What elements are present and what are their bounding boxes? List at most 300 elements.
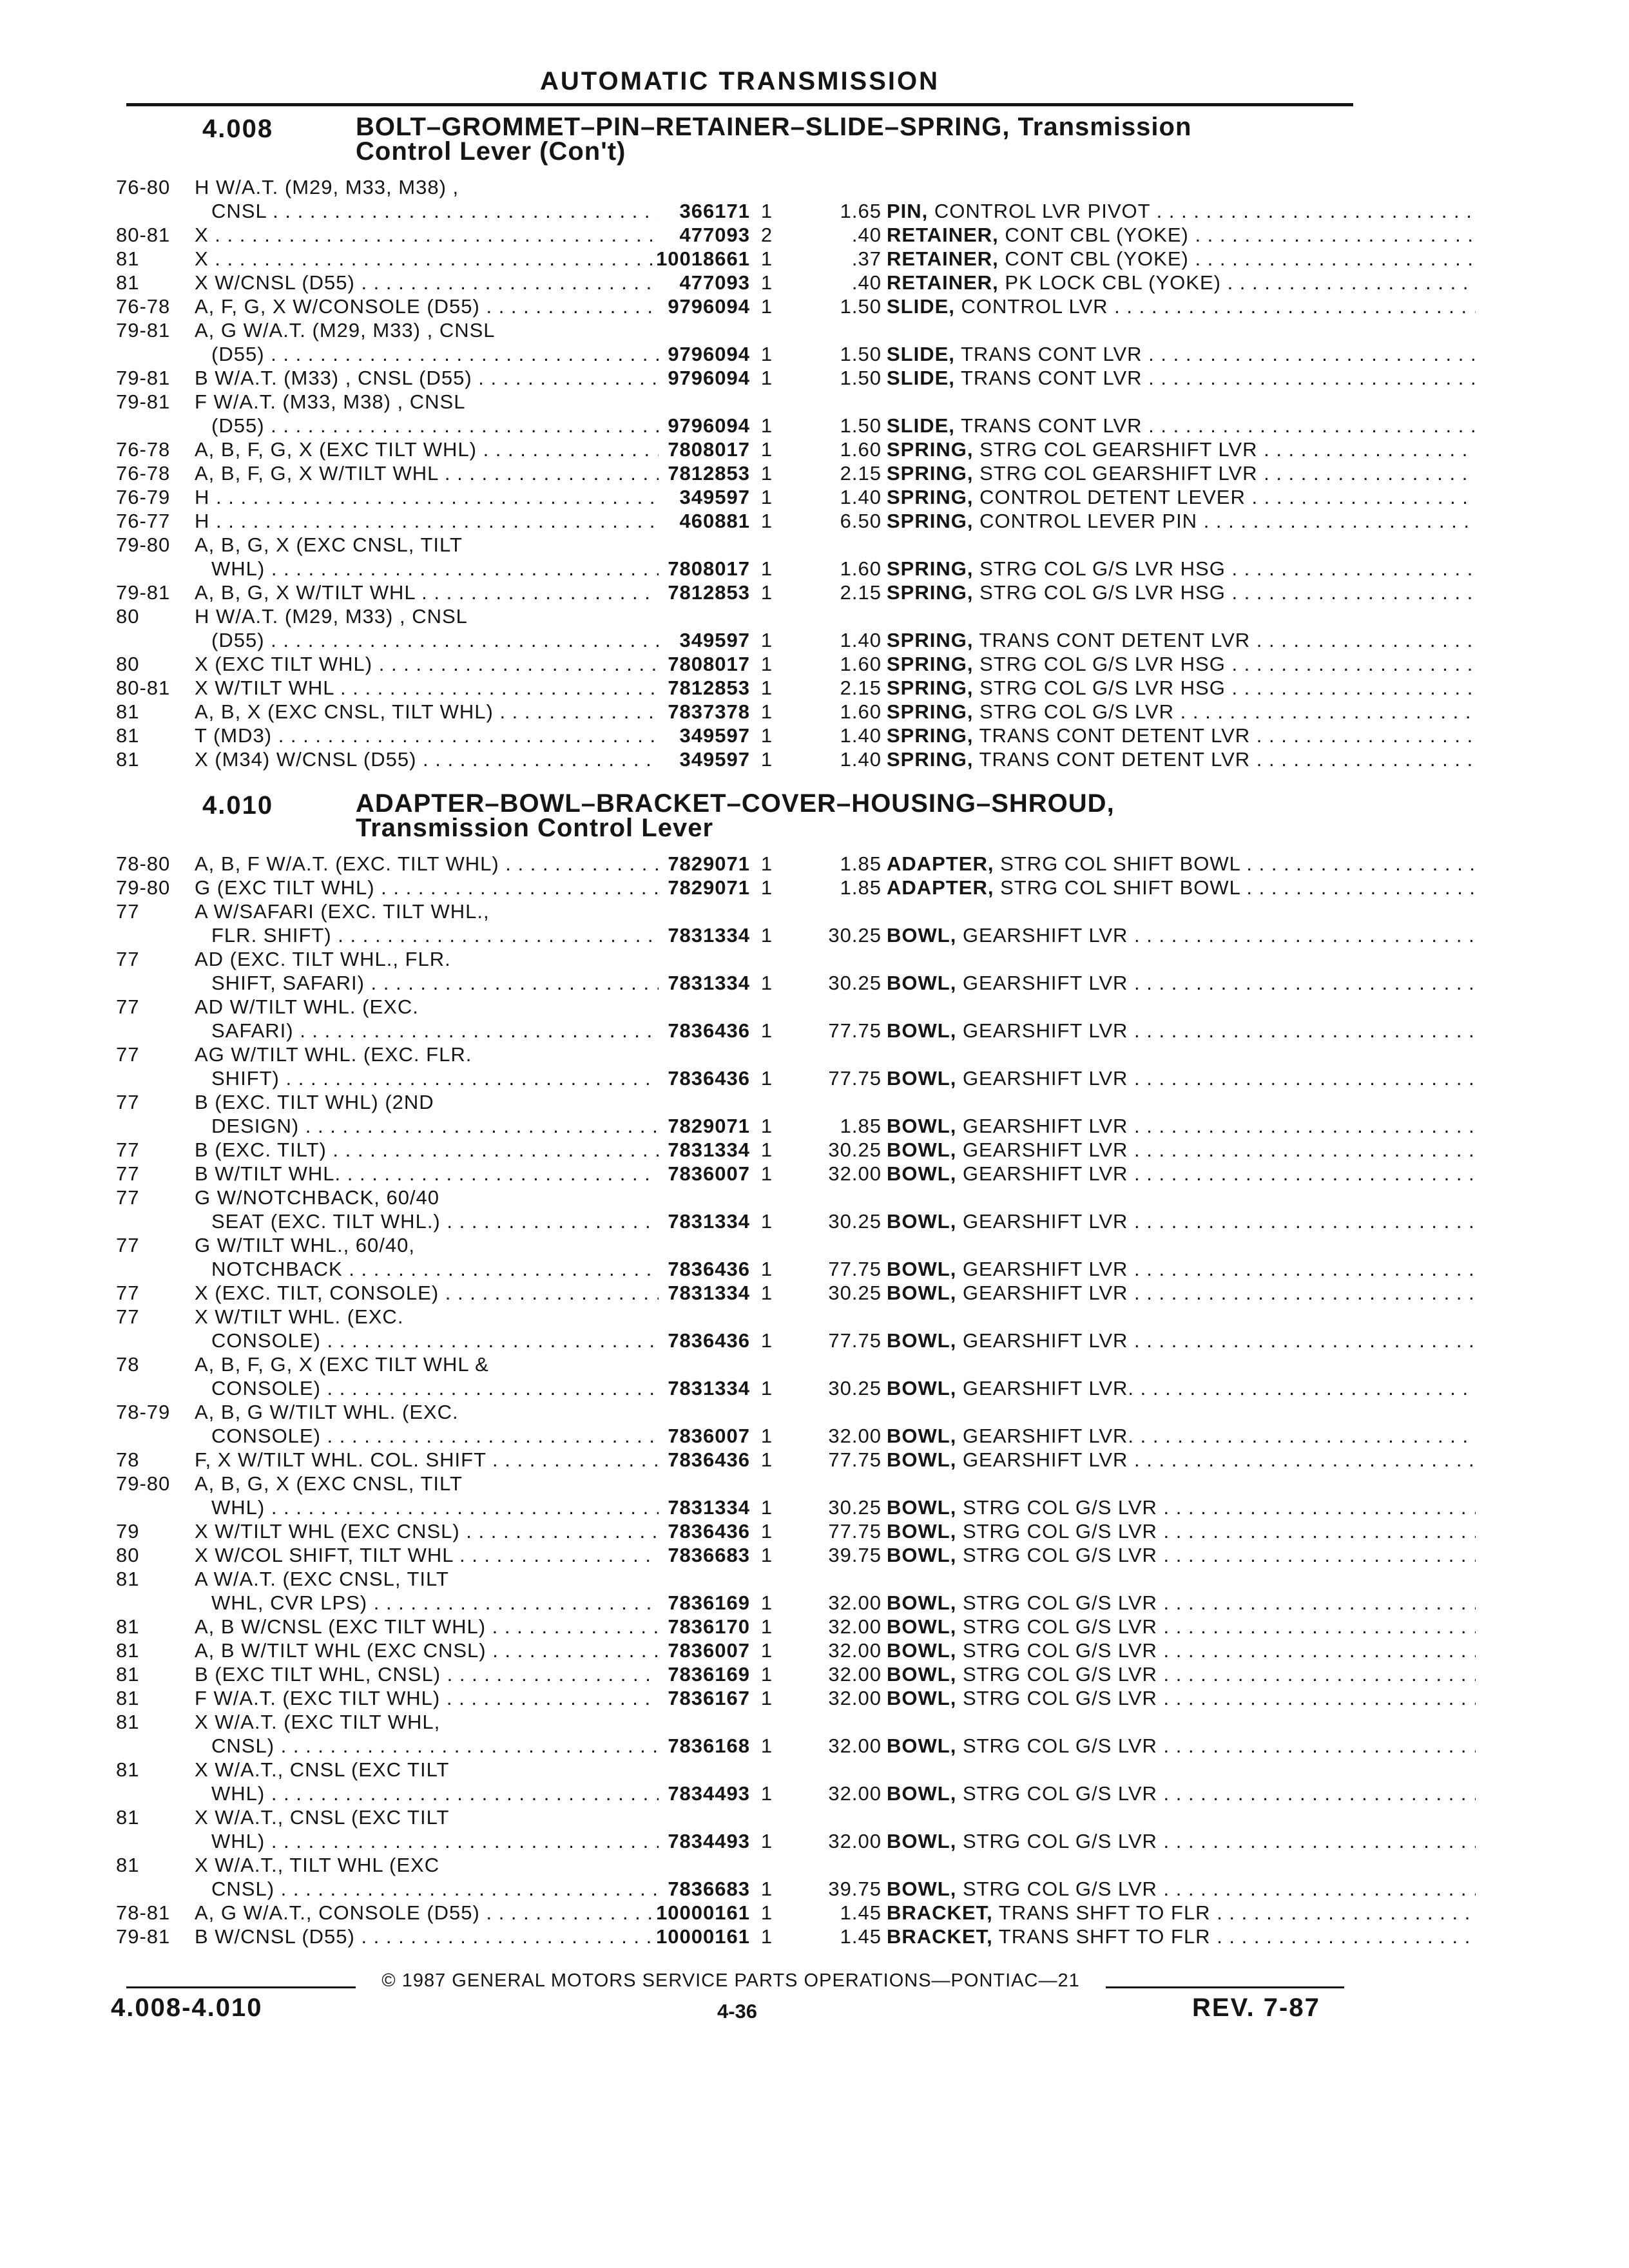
part-number: 10000161 <box>656 1901 750 1924</box>
parts-list <box>116 852 1340 1948</box>
part-number: 7808017 <box>668 438 750 461</box>
part-description <box>887 414 1476 437</box>
part-description <box>887 1782 1476 1805</box>
part-description <box>887 1281 1476 1305</box>
application-line: X (EXC TILT WHL) . . . <box>195 652 659 676</box>
application <box>195 995 659 1043</box>
application-line: X . . . <box>195 223 659 247</box>
application-line: (D55) . . . <box>195 628 659 652</box>
model-year: 80 <box>116 653 140 675</box>
model-year: 81 <box>116 1758 140 1781</box>
application <box>195 1853 659 1901</box>
part-name: BOWL, <box>887 1115 957 1137</box>
quantity: 1 <box>760 295 773 318</box>
part-detail: GEARSHIFT LVR. . . . <box>963 1425 1476 1447</box>
application <box>195 1543 659 1567</box>
application-line: AD W/TILT WHL. (EXC. <box>195 995 419 1018</box>
quantity: 1 <box>760 1925 773 1948</box>
application-line: SEAT (EXC. TILT WHL.) . . . <box>195 1209 659 1233</box>
part-row <box>116 852 1340 876</box>
model-year: 79-81 <box>116 581 171 604</box>
part-name: BOWL, <box>887 1687 957 1709</box>
part-number: 7831334 <box>668 972 750 994</box>
part-name: SPRING, <box>887 462 974 485</box>
application <box>195 676 659 700</box>
part-detail: STRG COL G/S LVR . . . <box>963 1878 1476 1900</box>
part-name: PIN, <box>887 200 929 222</box>
part-name: BOWL, <box>887 1782 957 1805</box>
quantity: 1 <box>760 1210 773 1233</box>
part-description <box>887 971 1476 995</box>
part-detail: GEARSHIFT LVR . . . <box>963 1162 1476 1185</box>
part-name: BRACKET, <box>887 1901 993 1924</box>
quantity: 1 <box>760 1830 773 1852</box>
application-line: A, B, F W/A.T. (EXC. TILT WHL) . . . <box>195 852 659 876</box>
part-row <box>116 1519 1340 1543</box>
part-detail: GEARSHIFT LVR . . . <box>963 1019 1476 1042</box>
application-line: F, X W/TILT WHL. COL. SHIFT . . . <box>195 1448 659 1472</box>
quantity: 1 <box>760 510 773 532</box>
part-number: 349597 <box>679 748 750 771</box>
part-detail: STRG COL G/S LVR . . . <box>963 1520 1476 1542</box>
part-detail: STRG COL SHIFT BOWL . . . <box>1000 852 1476 875</box>
price: 1.85 <box>840 876 882 899</box>
quantity: 1 <box>760 677 773 699</box>
application-line: X W/TILT WHL . . . <box>195 676 659 700</box>
price: 32.00 <box>828 1663 882 1686</box>
part-description <box>887 700 1476 724</box>
application <box>195 1138 659 1162</box>
part-row <box>116 1233 1340 1281</box>
quantity: 1 <box>760 1377 773 1399</box>
price: 77.75 <box>828 1067 882 1090</box>
application <box>195 390 659 437</box>
application-line: WHL) . . . <box>195 1495 659 1519</box>
quantity: 1 <box>760 1878 773 1900</box>
price: 39.75 <box>828 1544 882 1566</box>
model-year: 81 <box>116 247 140 270</box>
part-row <box>116 995 1340 1043</box>
price: 1.50 <box>840 295 882 318</box>
part-number: 7836683 <box>668 1878 750 1900</box>
part-number: 7836436 <box>668 1258 750 1280</box>
part-name: SLIDE, <box>887 414 955 437</box>
part-name: BOWL, <box>887 1425 957 1447</box>
part-row <box>116 1400 1340 1448</box>
part-number: 9796094 <box>668 414 750 437</box>
application <box>195 461 659 485</box>
model-year: 79-81 <box>116 1925 171 1948</box>
application-line: DESIGN) . . . <box>195 1114 659 1138</box>
application-line: B (EXC. TILT) . . . <box>195 1138 659 1162</box>
application-line: A, B, G, X W/TILT WHL . . . <box>195 581 659 604</box>
part-description <box>887 1901 1476 1925</box>
part-name: BOWL, <box>887 1282 957 1304</box>
part-description <box>887 1662 1476 1686</box>
application-line: CNSL) . . . <box>195 1877 659 1901</box>
quantity: 1 <box>760 852 773 875</box>
price: 30.25 <box>828 1210 882 1233</box>
part-name: BOWL, <box>887 1329 957 1352</box>
application <box>195 1925 659 1948</box>
part-row <box>116 437 1340 461</box>
price: .37 <box>851 247 882 270</box>
part-detail: STRG COL GEARSHIFT LVR . . . <box>979 462 1476 485</box>
part-description <box>887 1877 1476 1901</box>
part-row <box>116 652 1340 676</box>
quantity: 1 <box>760 1162 773 1185</box>
part-description <box>887 1829 1476 1853</box>
application-line: A, F, G, X W/CONSOLE (D55) . . . <box>195 294 659 318</box>
price: 77.75 <box>828 1258 882 1280</box>
application <box>195 175 659 223</box>
part-detail: STRG COL G/S LVR . . . <box>963 1544 1476 1566</box>
part-detail: GEARSHIFT LVR . . . <box>963 1282 1476 1304</box>
model-year: 81 <box>116 1663 140 1686</box>
part-description <box>887 1448 1476 1472</box>
part-name: BOWL, <box>887 1544 957 1566</box>
part-description <box>887 1639 1476 1662</box>
quantity: 1 <box>760 1520 773 1542</box>
section-title-line: Control Lever (Con't) <box>356 137 626 166</box>
price: 32.00 <box>828 1615 882 1638</box>
price: 2.15 <box>840 462 882 485</box>
part-number: 7812853 <box>668 581 750 604</box>
quantity: 1 <box>760 247 773 270</box>
price: 30.25 <box>828 1496 882 1519</box>
application <box>195 1686 659 1710</box>
part-description <box>887 724 1476 747</box>
quantity: 1 <box>760 557 773 580</box>
quantity: 1 <box>760 653 773 675</box>
part-detail: STRG COL G/S LVR HSG . . . <box>979 677 1476 699</box>
part-detail: CONT CBL (YOKE) . . . <box>1005 224 1476 246</box>
part-name: SPRING, <box>887 438 974 461</box>
part-description <box>887 652 1476 676</box>
part-row <box>116 1567 1340 1615</box>
application-line: A, B W/TILT WHL (EXC CNSL) . . . <box>195 1639 659 1662</box>
application-line: WHL) . . . <box>195 1829 659 1853</box>
part-row <box>116 604 1340 652</box>
part-number: 7836436 <box>668 1067 750 1090</box>
part-row <box>116 1543 1340 1567</box>
application-line: AG W/TILT WHL. (EXC. FLR. <box>195 1043 472 1066</box>
model-year: 79 <box>116 1520 140 1542</box>
part-number: 7831334 <box>668 1496 750 1519</box>
model-year: 81 <box>116 1711 140 1733</box>
application <box>195 509 659 533</box>
model-year: 77 <box>116 948 140 970</box>
part-description <box>887 628 1476 652</box>
application <box>195 700 659 724</box>
part-name: SLIDE, <box>887 295 955 318</box>
model-year: 77 <box>116 1234 140 1256</box>
part-row <box>116 1281 1340 1305</box>
part-row <box>116 1901 1340 1925</box>
part-description <box>887 676 1476 700</box>
price: 32.00 <box>828 1782 882 1805</box>
application-line: X . . . <box>195 247 659 271</box>
footer-page-number: 4-36 <box>717 2000 758 2023</box>
application-line: X W/A.T., CNSL (EXC TILT <box>195 1758 450 1781</box>
part-row <box>116 366 1340 390</box>
part-row <box>116 1186 1340 1233</box>
part-description <box>887 1138 1476 1162</box>
part-description <box>887 1066 1476 1090</box>
price: 1.45 <box>840 1901 882 1924</box>
part-row <box>116 271 1340 294</box>
application <box>195 1805 659 1853</box>
application-line: X W/A.T., CNSL (EXC TILT <box>195 1806 450 1829</box>
part-detail: STRG COL G/S LVR HSG . . . <box>979 653 1476 675</box>
application-line: FLR. SHIFT) . . . <box>195 923 659 947</box>
part-description <box>887 1162 1476 1186</box>
model-year: 79-81 <box>116 390 171 413</box>
part-name: BOWL, <box>887 1496 957 1519</box>
quantity: 1 <box>760 1139 773 1161</box>
application <box>195 247 659 271</box>
footer-rule <box>1106 1986 1344 1988</box>
price: 32.00 <box>828 1830 882 1852</box>
application-line: CNSL . . . <box>195 199 659 223</box>
part-name: BOWL, <box>887 924 957 947</box>
part-name: BOWL, <box>887 1639 957 1662</box>
model-year: 81 <box>116 748 140 771</box>
price: 1.40 <box>840 724 882 747</box>
application-line: X W/CNSL (D55) . . . <box>195 271 659 294</box>
part-name: BOWL, <box>887 1663 957 1686</box>
part-detail: TRANS CONT DETENT LVR . . . <box>979 629 1476 651</box>
part-detail: STRG COL G/S LVR . . . <box>963 1591 1476 1614</box>
part-name: SPRING, <box>887 724 974 747</box>
application-line: AD (EXC. TILT WHL., FLR. <box>195 948 451 970</box>
part-row <box>116 1639 1340 1662</box>
part-number: 7836170 <box>668 1615 750 1638</box>
part-detail: STRG COL G/S LVR . . . <box>979 700 1476 723</box>
price: 32.00 <box>828 1162 882 1185</box>
part-number: 10000161 <box>656 1925 750 1948</box>
application <box>195 1639 659 1662</box>
application <box>195 899 659 947</box>
part-name: SPRING, <box>887 581 974 604</box>
model-year: 81 <box>116 1806 140 1829</box>
part-number: 10018661 <box>656 247 750 270</box>
application <box>195 1472 659 1519</box>
application-line: A, B, X (EXC CNSL, TILT WHL) . . . <box>195 700 659 724</box>
part-name: RETAINER, <box>887 271 999 294</box>
part-description <box>887 271 1476 294</box>
part-name: SPRING, <box>887 510 974 532</box>
part-name: SPRING, <box>887 748 974 771</box>
part-description <box>887 1925 1476 1948</box>
quantity: 1 <box>760 1329 773 1352</box>
part-detail: TRANS CONT LVR . . . <box>961 414 1476 437</box>
part-row <box>116 533 1340 581</box>
part-name: ADAPTER, <box>887 876 994 899</box>
quantity: 1 <box>760 700 773 723</box>
part-row <box>116 509 1340 533</box>
part-description <box>887 461 1476 485</box>
model-year: 80 <box>116 1544 140 1566</box>
application <box>195 581 659 604</box>
part-detail: GEARSHIFT LVR . . . <box>963 1210 1476 1233</box>
quantity: 1 <box>760 1258 773 1280</box>
part-row <box>116 1758 1340 1805</box>
application-line: X W/COL SHIFT, TILT WHL . . . <box>195 1543 659 1567</box>
part-name: SLIDE, <box>887 343 955 365</box>
part-number: 7831334 <box>668 1282 750 1304</box>
part-row <box>116 1043 1340 1090</box>
application-line: CONSOLE) . . . <box>195 1329 659 1352</box>
part-name: BOWL, <box>887 972 957 994</box>
part-description <box>887 1019 1476 1043</box>
quantity: 1 <box>760 414 773 437</box>
application <box>195 1281 659 1305</box>
part-row <box>116 1472 1340 1519</box>
application-line: A, G W/A.T. (M29, M33) , CNSL <box>195 319 496 341</box>
part-number: 7812853 <box>668 677 750 699</box>
price: 1.60 <box>840 653 882 675</box>
model-year: 76-77 <box>116 510 171 532</box>
part-number: 7836168 <box>668 1735 750 1757</box>
price: 77.75 <box>828 1019 882 1042</box>
part-description <box>887 1543 1476 1567</box>
part-number: 366171 <box>679 200 750 222</box>
part-number: 477093 <box>679 224 750 246</box>
part-description <box>887 223 1476 247</box>
section-number: 4.008 <box>202 115 274 143</box>
application-line: CNSL) . . . <box>195 1734 659 1758</box>
quantity: 1 <box>760 1782 773 1805</box>
part-detail: STRG COL SHIFT BOWL . . . <box>1000 876 1476 899</box>
part-number: 7836436 <box>668 1329 750 1352</box>
part-number: 7836683 <box>668 1544 750 1566</box>
application <box>195 366 659 390</box>
part-description <box>887 437 1476 461</box>
quantity: 1 <box>760 200 773 222</box>
model-year: 79-81 <box>116 319 171 341</box>
price: 1.40 <box>840 748 882 771</box>
quantity: 1 <box>760 1544 773 1566</box>
part-row <box>116 485 1340 509</box>
part-name: SPRING, <box>887 486 974 508</box>
quantity: 1 <box>760 724 773 747</box>
part-detail: GEARSHIFT LVR . . . <box>963 1258 1476 1280</box>
quantity: 1 <box>760 1115 773 1137</box>
application-line: A W/SAFARI (EXC. TILT WHL., <box>195 900 490 923</box>
part-detail: GEARSHIFT LVR. . . . <box>963 1377 1476 1399</box>
quantity: 1 <box>760 1687 773 1709</box>
part-detail: STRG COL GEARSHIFT LVR . . . <box>979 438 1476 461</box>
price: 32.00 <box>828 1687 882 1709</box>
application-line: A, B, F, G, X W/TILT WHL . . . <box>195 461 659 485</box>
application-line: B (EXC. TILT WHL) (2ND <box>195 1091 434 1113</box>
model-year: 78-80 <box>116 852 171 875</box>
part-description <box>887 1615 1476 1639</box>
part-description <box>887 1519 1476 1543</box>
part-name: BRACKET, <box>887 1925 993 1948</box>
price: 1.60 <box>840 700 882 723</box>
model-year: 76-78 <box>116 462 171 485</box>
part-name: SLIDE, <box>887 367 955 389</box>
section-title-line: BOLT–GROMMET–PIN–RETAINER–SLIDE–SPRING, Transmission <box>356 113 1192 141</box>
part-description <box>887 1734 1476 1758</box>
part-number: 7829071 <box>668 876 750 899</box>
part-detail: STRG COL G/S LVR . . . <box>963 1687 1476 1709</box>
price: 39.75 <box>828 1878 882 1900</box>
part-number: 7836436 <box>668 1520 750 1542</box>
price: 1.65 <box>840 200 882 222</box>
application <box>195 652 659 676</box>
application <box>195 533 659 581</box>
part-number: 9796094 <box>668 343 750 365</box>
part-detail: TRANS SHFT TO FLR . . . <box>999 1925 1476 1948</box>
model-year: 78 <box>116 1448 140 1471</box>
part-row <box>116 1662 1340 1686</box>
application-line: A, B, G W/TILT WHL. (EXC. <box>195 1401 459 1423</box>
application-line: A, B, G, X (EXC CNSL, TILT <box>195 1472 463 1495</box>
quantity: 1 <box>760 1639 773 1662</box>
model-year: 79-80 <box>116 533 171 556</box>
quantity: 1 <box>760 367 773 389</box>
part-name: BOWL, <box>887 1878 957 1900</box>
part-name: ADAPTER, <box>887 852 994 875</box>
application <box>195 947 659 995</box>
quantity: 1 <box>760 1425 773 1447</box>
price: 30.25 <box>828 972 882 994</box>
model-year: 79-80 <box>116 876 171 899</box>
part-number: 349597 <box>679 486 750 508</box>
quantity: 2 <box>760 224 773 246</box>
part-number: 7836007 <box>668 1162 750 1185</box>
part-number: 7829071 <box>668 1115 750 1137</box>
part-row <box>116 1925 1340 1948</box>
part-name: BOWL, <box>887 1210 957 1233</box>
part-number: 7808017 <box>668 557 750 580</box>
part-description <box>887 199 1476 223</box>
model-year: 78 <box>116 1353 140 1376</box>
part-detail: CONTROL LVR . . . <box>961 295 1476 318</box>
part-detail: GEARSHIFT LVR . . . <box>963 1139 1476 1161</box>
price: 1.50 <box>840 414 882 437</box>
part-row <box>116 724 1340 747</box>
part-description <box>887 557 1476 581</box>
part-row <box>116 318 1340 366</box>
part-detail: STRG COL G/S LVR . . . <box>963 1830 1476 1852</box>
quantity: 1 <box>760 343 773 365</box>
part-number: 9796094 <box>668 295 750 318</box>
part-row <box>116 876 1340 899</box>
price: 30.25 <box>828 924 882 947</box>
price: 32.00 <box>828 1591 882 1614</box>
part-number: 7836007 <box>668 1639 750 1662</box>
application-line: G W/TILT WHL., 60/40, <box>195 1234 415 1256</box>
part-name: BOWL, <box>887 1377 957 1399</box>
model-year: 77 <box>116 1091 140 1113</box>
model-year: 76-79 <box>116 486 171 508</box>
application-line: X W/A.T. (EXC TILT WHL, <box>195 1711 441 1733</box>
part-number: 7829071 <box>668 852 750 875</box>
application <box>195 1162 659 1186</box>
model-year: 76-78 <box>116 438 171 461</box>
part-row <box>116 747 1340 771</box>
part-detail: GEARSHIFT LVR . . . <box>963 1067 1476 1090</box>
part-name: BOWL, <box>887 1019 957 1042</box>
quantity: 1 <box>760 1591 773 1614</box>
price: 1.50 <box>840 343 882 365</box>
application-line: A, G W/A.T., CONSOLE (D55) . . . <box>195 1901 659 1925</box>
application-line: A, B, F, G, X (EXC TILT WHL & <box>195 1353 489 1376</box>
